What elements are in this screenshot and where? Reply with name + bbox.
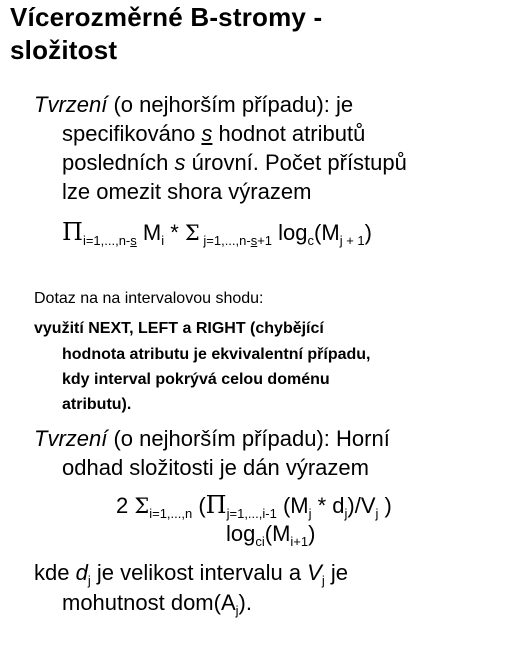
interval-line-2: hodnota atributu je ekvivalentní případu, bbox=[62, 346, 371, 363]
interval-line-4: atributu). bbox=[62, 396, 132, 413]
product-symbol: Π bbox=[62, 218, 83, 246]
claim1-line-2: specifikováno s hodnot atributů bbox=[62, 121, 366, 146]
footer-line-1: kde $d_j$ je velikost intervalu a $V_j$ je bbox=[34, 560, 348, 588]
claim2-line-1: Tvrzení (o nejhorším případu): Horní bbox=[34, 426, 390, 451]
interval-line-1: využití NEXT, LEFT a RIGHT (chybějící bbox=[34, 320, 324, 337]
title-line-2: složitost bbox=[10, 35, 118, 65]
claim1-label: Tvrzení bbox=[34, 92, 108, 117]
interval-line-3: kdy interval pokrývá celou doménu bbox=[62, 371, 330, 388]
product-symbol: Π bbox=[205, 491, 227, 519]
footer-line-2: mohutnost $dom(A_j)$. bbox=[62, 590, 252, 618]
sum-symbol: Σ bbox=[184, 221, 200, 245]
sum-symbol: Σ bbox=[134, 494, 150, 518]
claim1-line-4: lze omezit shora výrazem bbox=[62, 179, 312, 204]
claim1-line-1: Tvrzení (o nejhorším případu): je bbox=[34, 92, 354, 117]
claim2-label: Tvrzení bbox=[34, 426, 108, 451]
claim2-line-2: odhad složitosti je dán výrazem bbox=[62, 455, 369, 480]
slide-title bbox=[10, 2, 322, 66]
title-line-1: Vícerozměrné B-stromy - bbox=[10, 2, 323, 32]
claim2-formula-line-2: $\log_{ci}(M_{i+1})$ bbox=[226, 521, 316, 549]
interval-heading: Dotaz na na intervalovou shodu: bbox=[34, 290, 264, 307]
claim1-formula: $\Pi_{i=1,...,n-s}$ $M_i$ * Σ $_{j=1,...,n-s+1}$ $\log_c(M_{j + 1})$ bbox=[62, 218, 372, 248]
claim1-line-3: posledních s úrovní. Počet přístupů bbox=[62, 150, 407, 175]
claim2-formula-line-1: 2 $\Sigma_{i=1,...,n}$ ($\Pi_{j=1,...,i-1}$ $(M_j * d_j)/V_j$ ) bbox=[116, 491, 392, 521]
